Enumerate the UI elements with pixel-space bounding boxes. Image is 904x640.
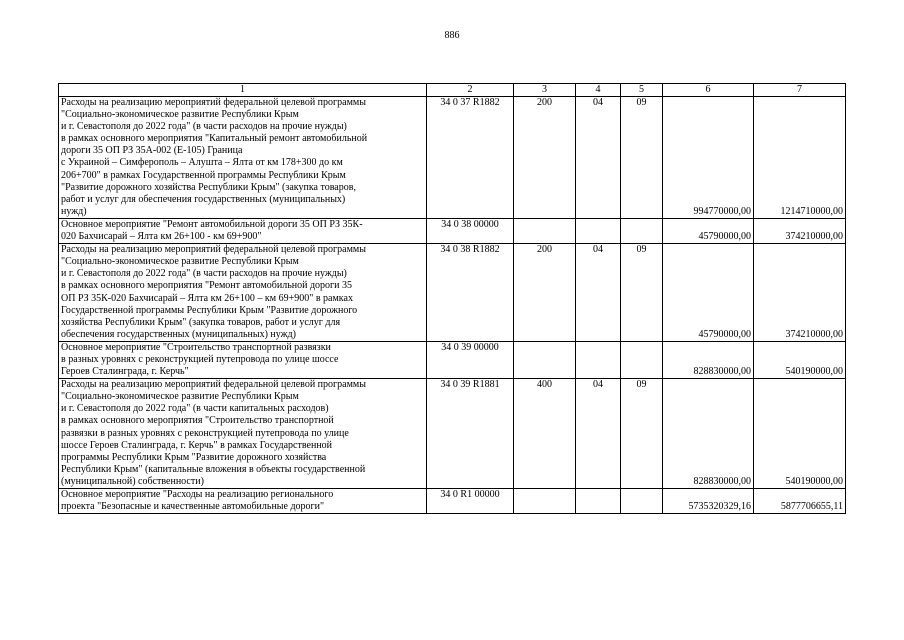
description-line: программы Республики Крым "Развитие дорожного хозяйства	[61, 451, 327, 463]
code-cell: 34 0 38 R1882	[427, 244, 514, 342]
description-cell	[59, 97, 427, 219]
section-cell	[576, 218, 621, 243]
description-line: "Социально-экономическое развитие Республики Крым	[61, 391, 299, 403]
description-line: 206+700" в рамках Государственной программы Республики Крым	[61, 169, 346, 181]
description-line: Героев Сталинграда, г. Керчь"	[61, 366, 189, 378]
description-line: дороги 35 ОП РЗ 35А-002 (Е-105) Граница	[61, 145, 243, 157]
section-cell	[576, 489, 621, 514]
subsection-cell	[621, 489, 663, 514]
budget-table	[58, 83, 846, 514]
header-cell: 3	[514, 84, 576, 97]
description-line: Основное мероприятие "Расходы на реализацию регионального	[61, 489, 334, 500]
description-line: хозяйства Республики Крым" (закупка товаров, работ и услуг для	[61, 316, 341, 328]
description-line: Государственной программы Республики Крым "Развитие дорожного	[61, 304, 358, 316]
description-line: с Украиной – Симферополь – Алушта – Ялта от км 178+300 до км	[61, 157, 343, 169]
section-cell: 04	[576, 97, 621, 219]
amount-cell-7: 540190000,00	[754, 341, 846, 378]
table-row	[59, 218, 846, 243]
subsection-cell: 09	[621, 97, 663, 219]
description-line: Расходы на реализацию мероприятий федеральной целевой программы	[61, 244, 366, 256]
expense-type-cell: 200	[514, 97, 576, 219]
subsection-cell: 09	[621, 379, 663, 489]
amount-cell-6: 5735320329,16	[663, 489, 754, 514]
amount-cell-6: 45790000,00	[663, 218, 754, 243]
section-cell	[576, 341, 621, 378]
description-line: в разных уровнях с реконструкцией путепровода по улице шоссе	[61, 353, 339, 365]
table-row	[59, 489, 846, 514]
amount-cell-7: 540190000,00	[754, 379, 846, 489]
description-line: и г. Севастополя до 2022 года" (в части расходов на прочие нужды)	[61, 268, 347, 280]
code-cell: 34 0 39 R1881	[427, 379, 514, 489]
expense-type-cell: 200	[514, 244, 576, 342]
header-cell: 5	[621, 84, 663, 97]
subsection-cell: 09	[621, 244, 663, 342]
description-line: Расходы на реализацию мероприятий федеральной целевой программы	[61, 379, 366, 391]
description-line: и г. Севастополя до 2022 года" (в части расходов на прочие нужды)	[61, 121, 347, 133]
description-line: в рамках основного мероприятия "Ремонт автомобильной дороги 35	[61, 280, 353, 292]
description-line: Республики Крым" (капитальные вложения в объекты государственной	[61, 463, 366, 475]
subsection-cell	[621, 341, 663, 378]
description-line: "Развитие дорожного хозяйства Республики Крым" (закупка товаров,	[61, 181, 356, 193]
description-cell	[59, 244, 427, 342]
page-number: 886	[444, 30, 460, 41]
description-cell	[59, 341, 427, 378]
header-cell: 7	[754, 84, 846, 97]
description-line: в рамках основного мероприятия "Капитальный ремонт автомобильной	[61, 133, 368, 145]
subsection-cell	[621, 218, 663, 243]
description-line: шоссе Героев Сталинграда, г. Керчь" в рамках Государственной	[61, 439, 333, 451]
amount-cell-6: 828830000,00	[663, 341, 754, 378]
header-cell: 6	[663, 84, 754, 97]
code-cell: 34 0 37 R1882	[427, 97, 514, 219]
amount-cell-6: 994770000,00	[663, 97, 754, 219]
description-line: Основное мероприятие "Ремонт автомобильной дороги 35 ОП РЗ 35К-	[61, 218, 363, 230]
description-line: ОП РЗ 35К-020 Бахчисарай – Ялта км 26+100 – км 69+900" в рамках	[61, 292, 353, 304]
description-line: "Социально-экономическое развитие Республики Крым	[61, 109, 299, 121]
amount-cell-6: 45790000,00	[663, 244, 754, 342]
description-line: развязки в разных уровнях с реконструкцией путепровода по улице	[61, 427, 349, 439]
expense-type-cell: 400	[514, 379, 576, 489]
description-line: работ и услуг для обеспечения государственных (муниципальных)	[61, 193, 346, 205]
amount-cell-7: 374210000,00	[754, 218, 846, 243]
expense-type-cell	[514, 489, 576, 514]
description-line: 020 Бахчисарай – Ялта км 26+100 - км 69+900"	[61, 231, 262, 243]
description-cell	[59, 379, 427, 489]
header-cell: 1	[59, 84, 427, 97]
table-row	[59, 341, 846, 378]
section-cell: 04	[576, 379, 621, 489]
section-cell: 04	[576, 244, 621, 342]
table-row	[59, 379, 846, 489]
expense-type-cell	[514, 341, 576, 378]
description-cell	[59, 218, 427, 243]
amount-cell-7: 1214710000,00	[754, 97, 846, 219]
description-line: проекта "Безопасные и качественные автомобильные дороги"	[61, 501, 325, 513]
description-line: обеспечения государственных (муниципальных) нужд)	[61, 328, 296, 340]
code-cell: 34 0 R1 00000	[427, 489, 514, 514]
description-line: в рамках основного мероприятия "Строительство транспортной	[61, 415, 334, 427]
code-cell: 34 0 38 00000	[427, 218, 514, 243]
description-line: (муниципальной) собственности)	[61, 475, 204, 487]
header-cell: 4	[576, 84, 621, 97]
amount-cell-7: 374210000,00	[754, 244, 846, 342]
table-row	[59, 97, 846, 219]
description-line: Расходы на реализацию мероприятий федеральной целевой программы	[61, 97, 366, 108]
description-line: и г. Севастополя до 2022 года" (в части капитальных расходов)	[61, 403, 329, 415]
expense-type-cell	[514, 218, 576, 243]
description-line: "Социально-экономическое развитие Республики Крым	[61, 256, 299, 268]
amount-cell-7: 5877706655,11	[754, 489, 846, 514]
code-cell: 34 0 39 00000	[427, 341, 514, 378]
description-line: нужд)	[61, 205, 87, 217]
description-line: Основное мероприятие "Строительство транспортной развязки	[61, 341, 331, 353]
header-cell: 2	[427, 84, 514, 97]
table-row	[59, 244, 846, 342]
amount-cell-6: 828830000,00	[663, 379, 754, 489]
header-row	[59, 84, 846, 97]
description-cell	[59, 489, 427, 514]
